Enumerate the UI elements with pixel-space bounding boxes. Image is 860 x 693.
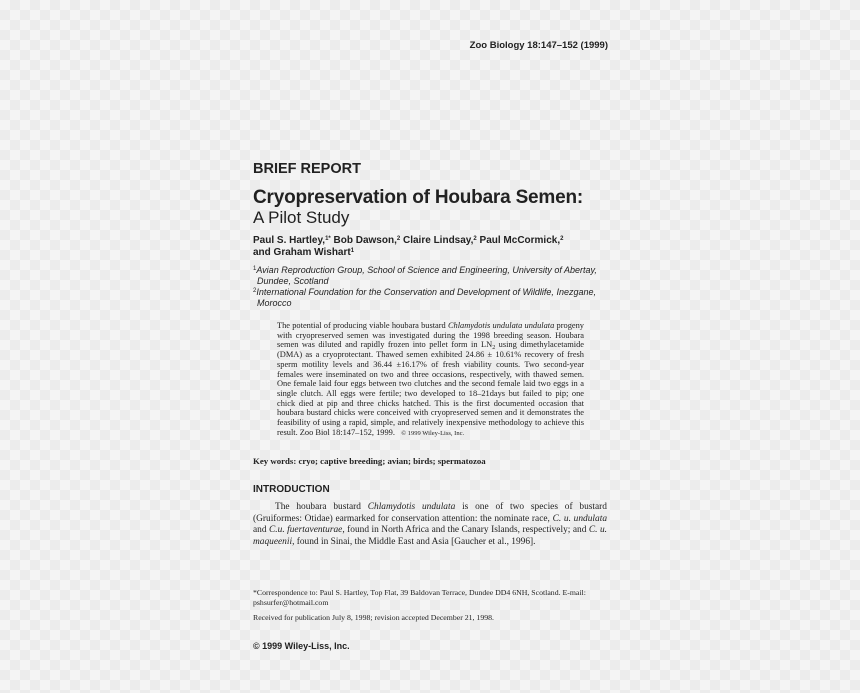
abstract-text: progeny with cryopreserved semen was investigated during the 1998 breeding season. Houbara semen was diluted and rapidly frozen into pellet form in LN — [277, 321, 584, 350]
journal-reference: Zoo Biology 18:147–152 (1999) — [469, 40, 608, 51]
introduction-paragraph — [253, 502, 607, 548]
body-text: , found in North Africa and the Canary Islands, respectively; and — [342, 525, 589, 536]
body-text: The houbara bustard — [275, 502, 368, 512]
introduction-heading: INTRODUCTION — [253, 484, 330, 495]
author-mark: 1 — [350, 248, 355, 254]
abstract — [277, 321, 584, 438]
affiliation-text: Avian Reproduction Group, School of Science and Engineering, University of Abertay, — [256, 265, 597, 275]
species-name: C. u. maqueenii — [253, 525, 607, 547]
abstract-text: using dimethylacetamide (DMA) as a cryoprotectant. Thawed semen exhibited 24.86 ± 10.61% recovery of fresh sperm motility levels and 36.44 ±16.17% of fresh viability counts. Two second-year females were inseminated on two and three occasions, respectively, with thawed semen. One female laid four eggs between two clutches and the second female laid two eggs in a single clutch. All eggs were fertile; two developed to 18–21days but failed to pip; one chick died at pip and three chicks hatched. This is the first documented occasion that houbara bustard chicks were conceived with cryopreserved semen and it demonstrates the feasibility of using a rapid, simple, and relatively inexpensive methodology to achieve this result. Zoo Biol 18:147–152, 1999. — [277, 340, 584, 437]
author-mark: 2 — [396, 236, 401, 242]
article-subtitle: A Pilot Study — [253, 208, 350, 227]
author-name: Claire Lindsay, — [403, 235, 474, 246]
affiliation-mark: 2 — [253, 288, 257, 294]
author-mark: 2 — [560, 236, 564, 242]
author-name: Bob Dawson, — [333, 235, 397, 246]
author-name: Paul McCormick, — [479, 235, 561, 246]
article-title: Cryopreservation of Houbara Semen: — [253, 187, 584, 208]
body-text: , found in Sinai, the Middle East and Asia [Gaucher et al., 1996]. — [292, 536, 536, 547]
affiliation-text: Morocco — [257, 298, 292, 308]
affiliation-text: Dundee, Scotland — [257, 276, 329, 286]
abstract-text: The potential of producing viable houbara bustard — [277, 321, 448, 330]
body-text: is one of two species of bustard (Gruiformes: Otidae) earmarked for conservation attention: the nominate race, — [253, 502, 607, 524]
keywords: Key words: cryo; captive breeding; avian; birds; spermatozoa — [253, 456, 486, 466]
author-name: and Graham Wishart — [253, 247, 351, 258]
affiliation — [253, 287, 613, 309]
copyright-notice: © 1999 Wiley-Liss, Inc. — [253, 641, 350, 651]
species-name: C. u. undulata — [552, 513, 608, 524]
affiliation-text: International Foundation for the Conservation and Development of Wildlife, Inezgane, — [256, 287, 596, 297]
species-name: Chlamydotis undulata — [367, 502, 456, 512]
author-name: Paul S. Hartley, — [253, 235, 326, 246]
received-date: Received for publication July 8, 1998; revision accepted December 21, 1998. — [253, 613, 494, 622]
abstract-copyright: © 1999 Wiley-Liss, Inc. — [401, 429, 465, 437]
author-mark: 1* — [325, 236, 331, 242]
author-list — [253, 235, 603, 259]
section-label: BRIEF REPORT — [253, 161, 361, 177]
species-name: C.u. fuertaventurae — [269, 525, 343, 536]
correspondence-footnote: *Correspondence to: Paul S. Hartley, Top Flat, 39 Baldovan Terrace, Dundee DD4 6NH, Scotland. E-mail: pshsurfer@hotmail.com — [253, 588, 586, 607]
species-name: Chlamydotis undulata undulata — [447, 321, 555, 330]
subscript: 2 — [492, 345, 496, 352]
body-text: and — [253, 525, 270, 536]
affiliation — [253, 265, 613, 287]
author-mark: 2 — [473, 236, 477, 242]
affiliation-mark: 1 — [253, 266, 257, 272]
